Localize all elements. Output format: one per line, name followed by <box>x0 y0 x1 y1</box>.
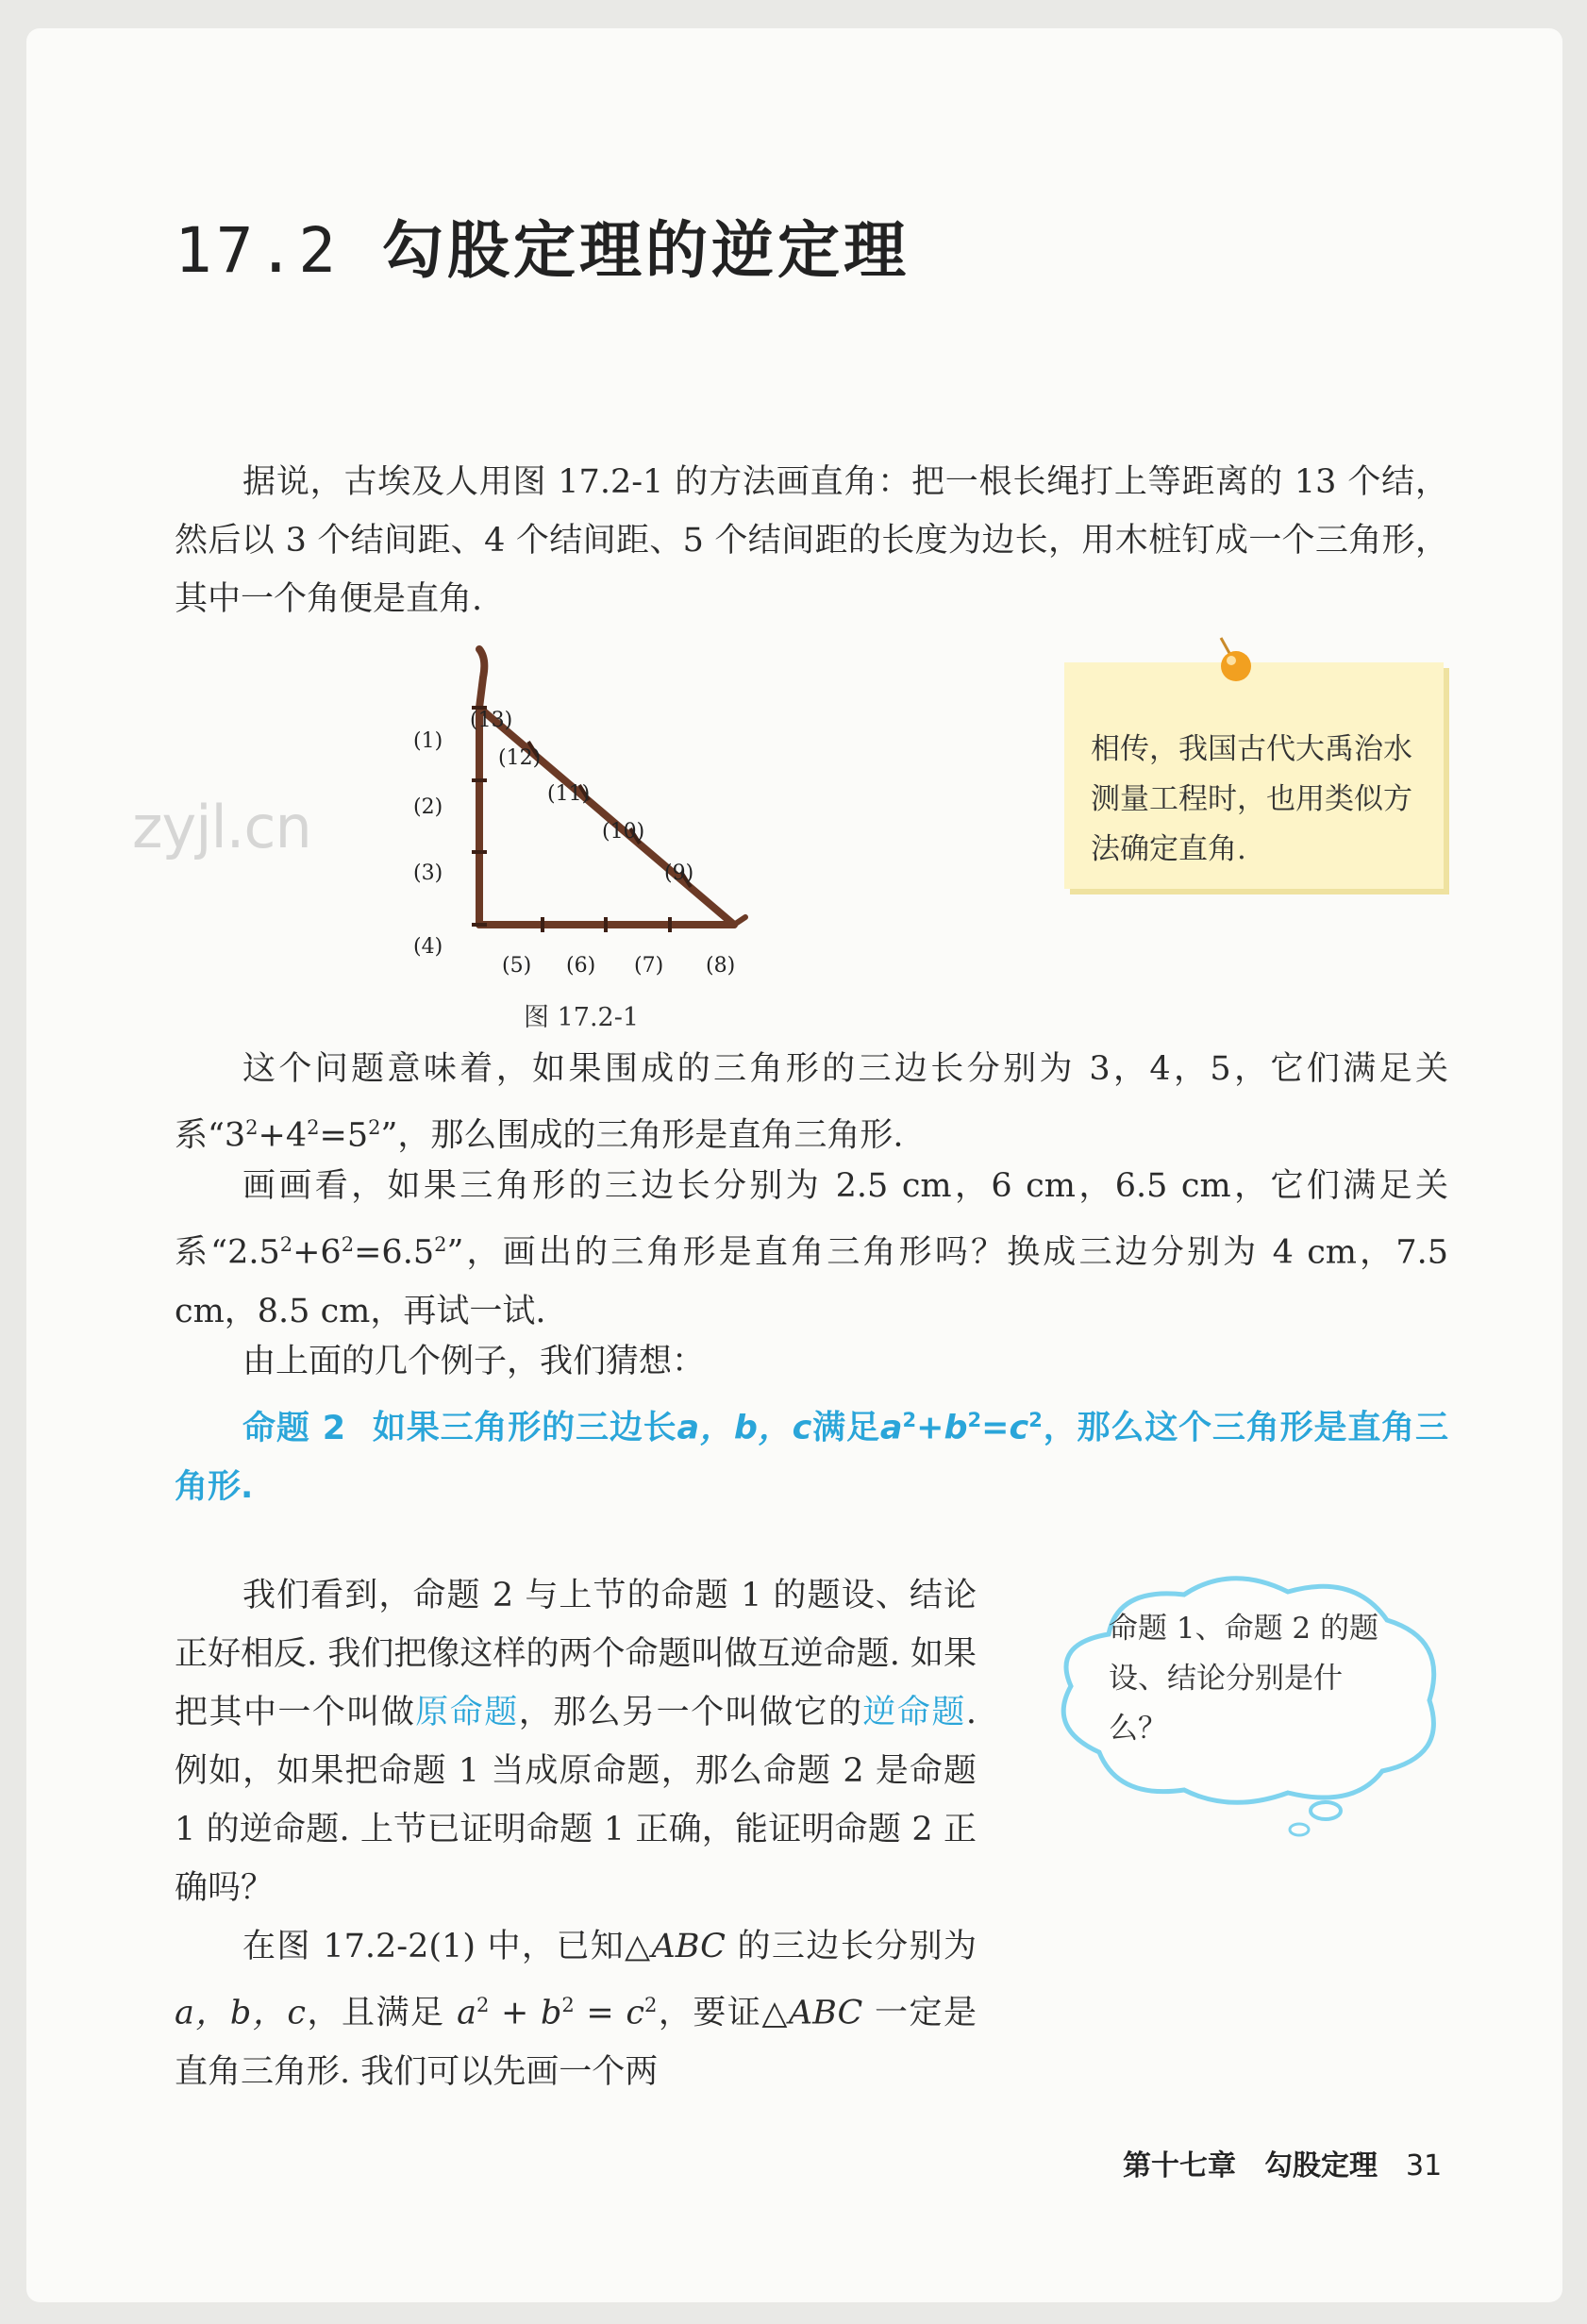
theorem-text-1: 如果三角形的三边长 <box>372 1409 677 1447</box>
page-footer <box>1123 2142 1442 2183</box>
theorem-text-3: ，那么这个三角形是直角三角形. <box>175 1409 1448 1506</box>
knot-label: (8) <box>706 954 736 978</box>
theorem-formula-b: +b <box>916 1409 968 1447</box>
knot-label: (2) <box>413 795 443 819</box>
converse-paragraph <box>175 1566 977 1917</box>
page-number: 31 <box>1406 2149 1443 2182</box>
rope-tail <box>734 917 745 925</box>
intro-paragraph: 据说，古埃及人用图 17.2-1 的方法画直角：把一根长绳打上等距离的 13 个结，然后以 3 个结间距、4 个结间距、5 个结间距的长度为边长，用木桩钉成一个三角形，其中一个角便是直角. <box>175 463 1448 618</box>
knot-label: (4) <box>413 935 443 959</box>
proof-vars: a，b，c <box>175 1994 306 2032</box>
draw-text-2: +6 <box>292 1233 342 1272</box>
rope-knots <box>472 708 694 932</box>
superscript: 2 <box>1028 1409 1043 1431</box>
knot-label: (11) <box>547 782 591 806</box>
theorem-formula-a: a <box>879 1409 903 1447</box>
knot-label: (12) <box>498 746 542 770</box>
knot-label: (10) <box>602 820 645 844</box>
side-note-text: 相传，我国古代大禹治水测量工程时，也用类似方法确定直角. <box>1091 732 1412 866</box>
figure-caption: 图 17.2-1 <box>524 1003 640 1032</box>
section-title <box>175 200 910 290</box>
meaning-text-1: 这个问题意味着，如果围成的三角形的三边长分别为 3，4，5，它们满足关系“3 <box>175 1050 1448 1155</box>
proof-formula-a: a <box>457 1994 477 2032</box>
term-converse-proposition: 逆命题 <box>862 1694 966 1731</box>
superscript: 2 <box>476 1994 490 2016</box>
proof-text-5: 一定是直角三角形. 我们可以先画一个两 <box>175 1994 977 2091</box>
meaning-text-4: ”，那么围成的三角形是直角三角形. <box>380 1116 904 1155</box>
cloud-bubble <box>1290 1824 1309 1835</box>
rope-triangle-svg <box>396 632 774 1019</box>
theorem-vars: a，b，c <box>677 1409 812 1447</box>
converse-text-2: ，那么另一个叫做它的 <box>518 1694 863 1731</box>
draw-text-4: ”，画出的三角形是直角三角形吗？换成三边分别为 4 cm，7.5 cm，8.5 cm，再试一试. <box>175 1233 1448 1330</box>
superscript: 2 <box>434 1233 447 1256</box>
superscript: 2 <box>644 1994 658 2016</box>
superscript: 2 <box>279 1233 293 1256</box>
proof-formula-b: + b <box>489 1994 562 2032</box>
section-number: 17.2 <box>175 214 340 287</box>
superscript: 2 <box>902 1409 917 1431</box>
knot-label: (13) <box>470 709 513 732</box>
theorem-2 <box>175 1391 1448 1516</box>
term-original-proposition: 原命题 <box>415 1694 519 1731</box>
superscript: 2 <box>368 1116 381 1139</box>
superscript: 2 <box>967 1409 982 1431</box>
proof-text-4: ，要证△ <box>657 1994 789 2032</box>
triangle-abc: ABC <box>651 1928 726 1965</box>
knot-label: (7) <box>634 954 664 978</box>
triangle-abc: ABC <box>788 1994 863 2032</box>
pushpin-icon <box>1210 634 1257 687</box>
proof-text-3: ，且满足 <box>305 1994 458 2032</box>
theorem-formula-c: =c <box>981 1409 1029 1447</box>
proof-paragraph <box>175 1917 977 2101</box>
draw-text-1: 画画看，如果三角形的三边长分别为 2.5 cm，6 cm，6.5 cm，它们满足关系“2.5 <box>175 1167 1448 1272</box>
superscript: 2 <box>561 1994 575 2016</box>
superscript: 2 <box>341 1233 355 1256</box>
meaning-paragraph <box>175 1040 1448 1165</box>
converse-text-1: 我们看到，命题 2 与上节的命题 1 的题设、结论正好相反. 我们把像这样的两个命题叫做互逆命题. 如果把其中一个叫做 <box>175 1577 977 1731</box>
knot-label: (9) <box>664 861 694 885</box>
proof-text-1: 在图 17.2-2(1) 中，已知△ <box>242 1928 652 1965</box>
superscript: 2 <box>245 1116 259 1139</box>
guess-paragraph: 由上面的几个例子，我们猜想： <box>242 1343 706 1380</box>
cloud-question: 命题 1、命题 2 的题设、结论分别是什么？ <box>1109 1612 1379 1746</box>
chapter-title: 第十七章 勾股定理 <box>1123 2149 1378 2182</box>
knot-label: (3) <box>413 861 443 885</box>
side-note <box>1064 662 1444 889</box>
proof-text-2: 的三边长分别为 <box>725 1928 977 1965</box>
watermark: zyjl.cn <box>132 793 311 861</box>
superscript: 2 <box>307 1116 320 1139</box>
figure-rope-triangle <box>396 632 774 1019</box>
knot-label: (1) <box>413 729 443 753</box>
meaning-text-2: +4 <box>258 1116 308 1155</box>
theorem-label: 命题 2 <box>242 1409 346 1447</box>
knot-labels <box>413 709 735 978</box>
converse-text-3: . 例如，如果把命题 1 当成原命题，那么命题 2 是命题 1 的逆命题. 上节已证明命题 1 正确，能证明命题 2 正确吗？ <box>175 1694 977 1907</box>
rope-loose-end <box>479 649 484 708</box>
meaning-text-3: =5 <box>319 1116 369 1155</box>
knot-label: (5) <box>502 954 532 978</box>
rope-hypotenuse <box>479 708 734 925</box>
knot-label: (6) <box>566 954 596 978</box>
proof-formula-c: = c <box>574 1994 645 2032</box>
draw-paragraph <box>175 1157 1448 1341</box>
theorem-text-2: 满足 <box>811 1409 880 1447</box>
draw-text-3: =6.5 <box>354 1233 435 1272</box>
section-name: 勾股定理的逆定理 <box>380 213 910 287</box>
cloud-bubble <box>1311 1802 1341 1819</box>
